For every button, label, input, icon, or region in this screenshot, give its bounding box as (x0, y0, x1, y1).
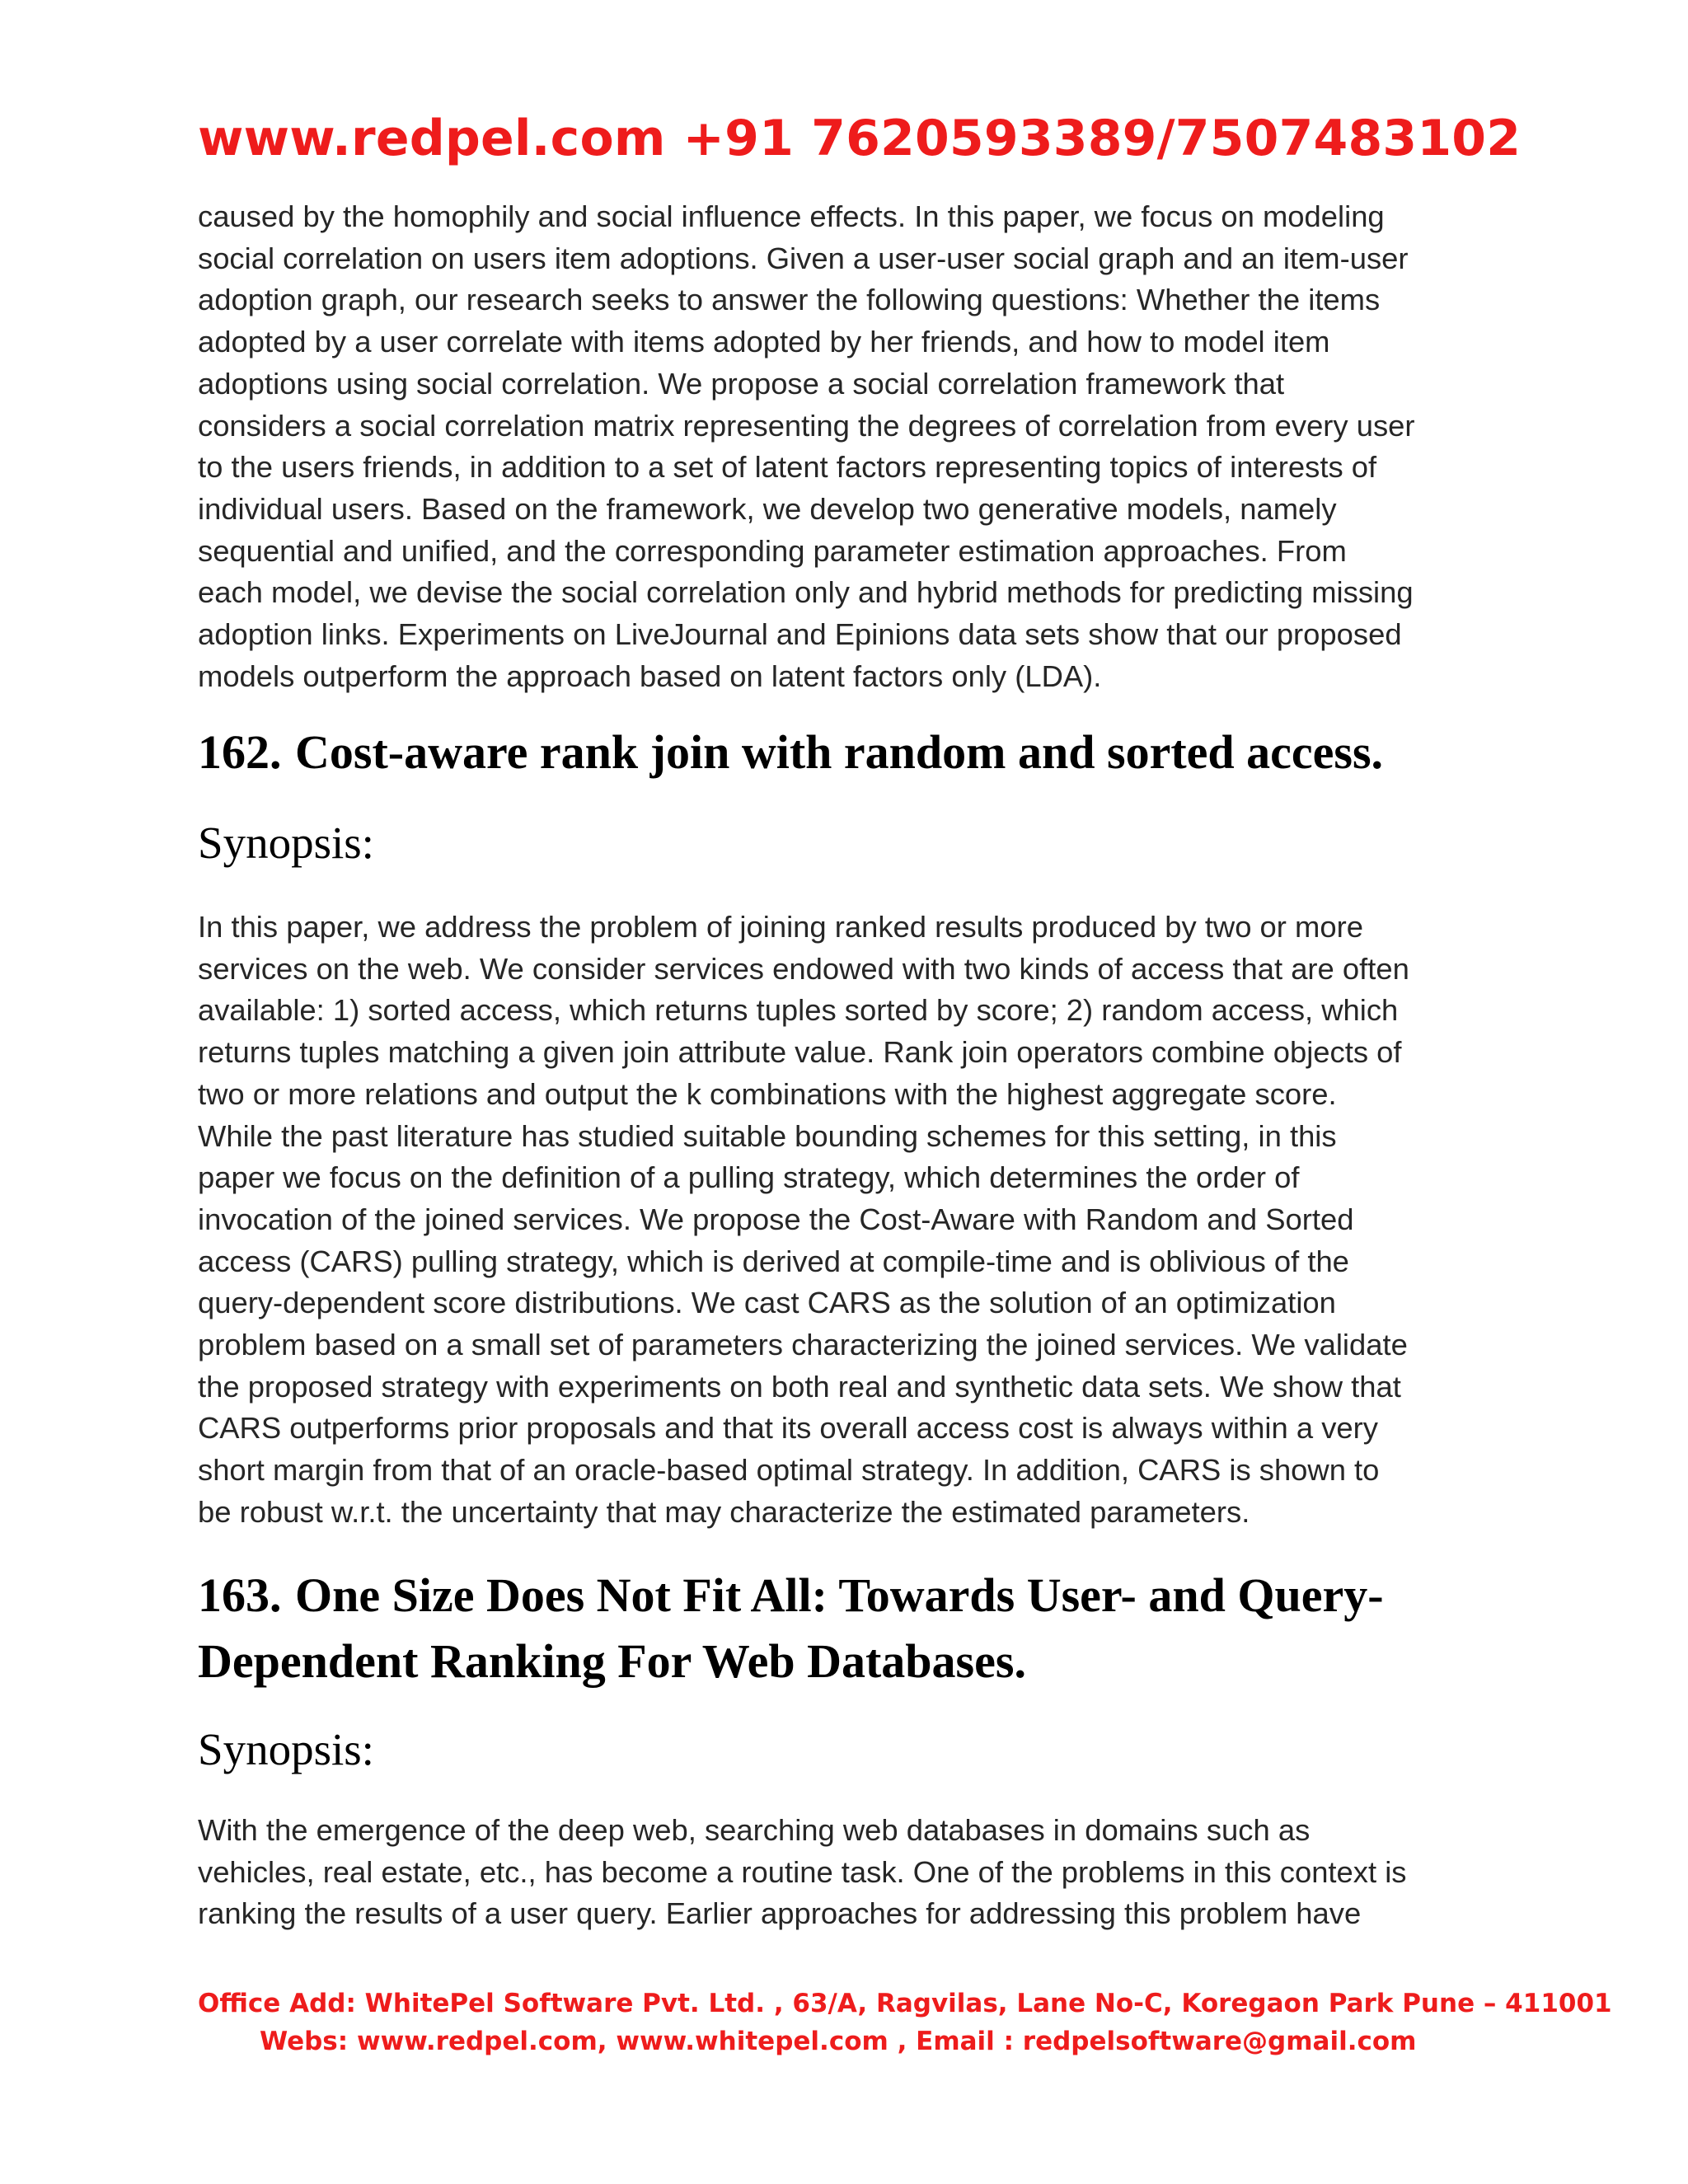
paragraph-line: each model, we devise the social correlation only and hybrid methods for predicting missing (198, 575, 1414, 610)
paragraph-line: individual users. Based on the framework, we develop two generative models, namely (198, 491, 1337, 526)
paragraph-line: services on the web. We consider services endowed with two kinds of access that are often (198, 951, 1409, 986)
paragraph-line: adoption graph, our research seeks to answer the following questions: Whether the items (198, 283, 1381, 317)
synopsis-label: Synopsis: (198, 818, 374, 868)
section-heading-162 (198, 719, 1383, 785)
paragraph-line: With the emergence of the deep web, searching web databases in domains such as (198, 1813, 1311, 1847)
paragraph-line: vehicles, real estate, etc., has become a routine task. One of the problems in this context is (198, 1854, 1407, 1889)
paragraph-line: adoption links. Experiments on LiveJournal and Epinions data sets show that our proposed (198, 617, 1402, 652)
paragraph-line: ranking the results of a user query. Earlier approaches for addressing this problem have (198, 1896, 1362, 1931)
paragraph-line: query-dependent score distributions. We cast CARS as the solution of an optimization (198, 1286, 1336, 1320)
paragraph-line: be robust w.r.t. the uncertainty that may characterize the estimated parameters. (198, 1494, 1250, 1529)
synopsis-paragraph-163 (198, 1810, 1406, 1935)
paragraph-line: CARS outperforms prior proposals and that its overall access cost is always within a very (198, 1411, 1378, 1446)
synopsis-paragraph-162 (198, 907, 1409, 1534)
paragraph-line: problem based on a small set of parameters characterizing the joined services. We validate (198, 1328, 1408, 1362)
paragraph-line: adopted by a user correlate with items adopted by her friends, and how to model item (198, 325, 1330, 359)
paragraph-line: invocation of the joined services. We propose the Cost-Aware with Random and Sorted (198, 1202, 1354, 1236)
footer-websites-email: Webs: www.redpel.com, www.whitepel.com , Email : redpelsoftware@gmail.com (260, 2027, 1417, 2056)
paragraph-line: short margin from that of an oracle-based optimal strategy. In addition, CARS is shown to (198, 1453, 1380, 1488)
paragraph-line: two or more relations and output the k combinations with the highest aggregate score. (198, 1076, 1337, 1111)
section-title: One Size Does Not Fit All: Towards User- and Query- (295, 1568, 1384, 1622)
paragraph-line: models outperform the approach based on latent factors only (LDA). (198, 658, 1102, 693)
section-number: 163. (198, 1568, 282, 1622)
paragraph-line: considers a social correlation matrix representing the degrees of correlation from every user (198, 408, 1415, 443)
paragraph-line: caused by the homophily and social influence effects. In this paper, we focus on modeling (198, 199, 1385, 233)
paragraph-line: paper we focus on the definition of a pulling strategy, which determines the order of (198, 1160, 1300, 1195)
paragraph-line: adoptions using social correlation. We propose a social correlation framework that (198, 366, 1285, 401)
paragraph-line: available: 1) sorted access, which returns tuples sorted by score; 2) random access, which (198, 993, 1399, 1028)
paragraph-line: the proposed strategy with experiments on both real and synthetic data sets. We show that (198, 1369, 1401, 1404)
paragraph-line: While the past literature has studied suitable bounding schemes for this setting, in this (198, 1118, 1337, 1153)
paragraph-line: sequential and unified, and the corresponding parameter estimation approaches. From (198, 533, 1347, 568)
footer-office-address: Office Add: WhitePel Software Pvt. Ltd. , 63/A, Ragvilas, Lane No-C, Koregaon Park Pune – 411001 (198, 1989, 1612, 2018)
paragraph-line: to the users friends, in addition to a set of latent factors representing topics of interests of (198, 450, 1377, 485)
paragraph-line: In this paper, we address the problem of joining ranked results produced by two or more (198, 910, 1363, 944)
intro-paragraph (198, 196, 1415, 697)
paragraph-line: access (CARS) pulling strategy, which is derived at compile-time and is oblivious of the (198, 1244, 1349, 1278)
paragraph-line: returns tuples matching a given join attribute value. Rank join operators combine objects of (198, 1035, 1402, 1070)
section-heading-163 (198, 1563, 1384, 1694)
header-contact-line: www.redpel.com +91 7620593389/7507483102 (198, 110, 1522, 167)
section-title-continuation: Dependent Ranking For Web Databases. (198, 1634, 1026, 1688)
section-number: 162. (198, 725, 282, 779)
synopsis-label: Synopsis: (198, 1724, 374, 1774)
section-title: Cost-aware rank join with random and sorted access. (295, 725, 1384, 779)
paragraph-line: social correlation on users item adoptions. Given a user-user social graph and an item-user (198, 241, 1409, 275)
